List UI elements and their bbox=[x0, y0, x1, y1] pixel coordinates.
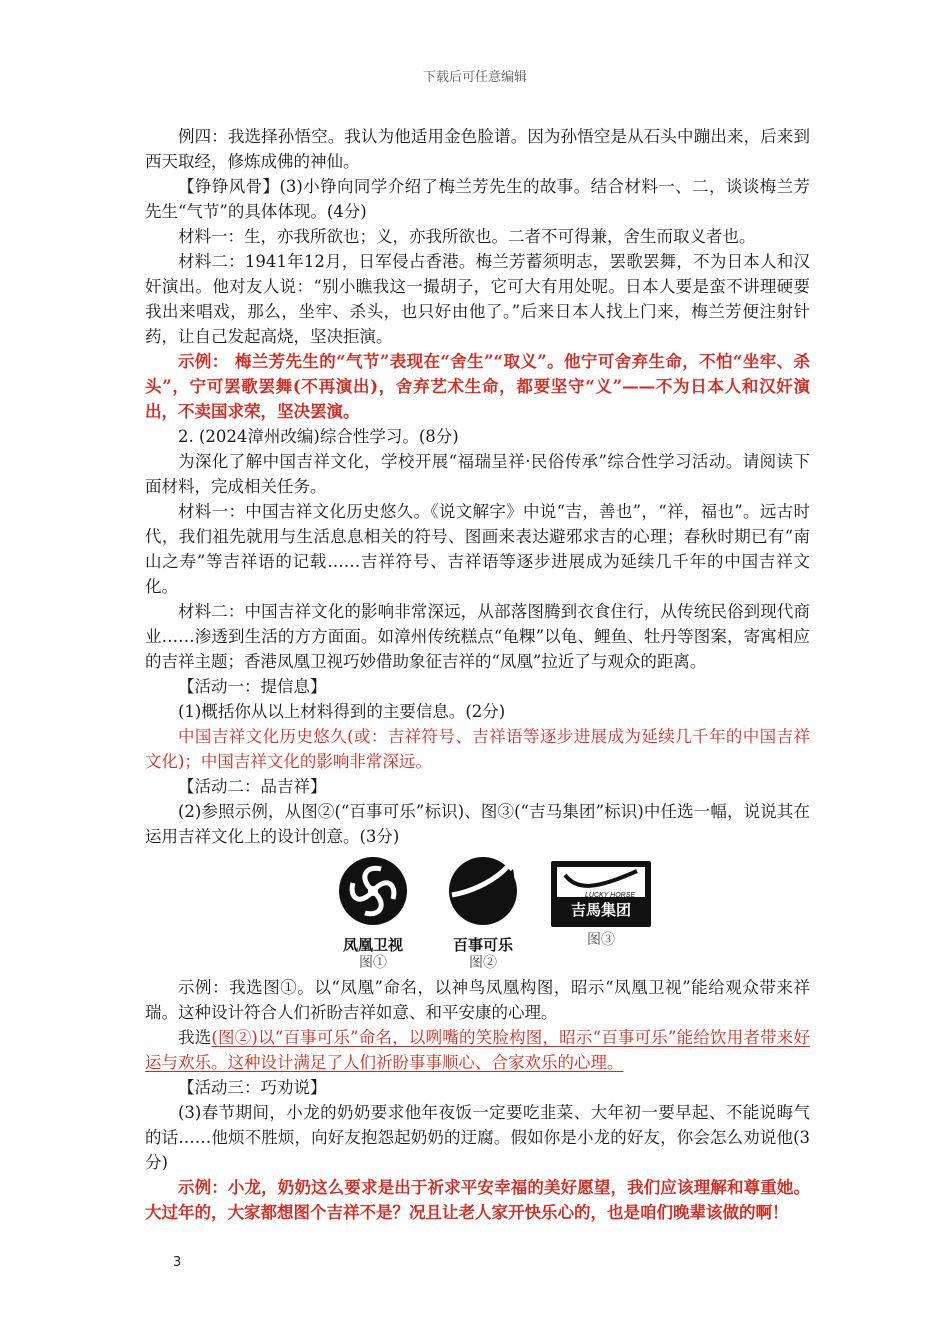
answer-text: 中国吉祥文化历史悠久(或：吉祥符号、吉祥语等逐步进展成为延续几千年的中国吉祥文化)；中国吉祥文化的影响非常深远。 bbox=[145, 727, 810, 771]
answer-text: 示例：小龙，奶奶这么要求是出于祈求平安幸福的美好愿望，我们应该理解和尊重她。大过年的，大家都想图个吉祥不是？况且让老人家开快乐心的，也是咱们晚辈该做的啊！ bbox=[145, 1178, 810, 1222]
paragraph: 材料二：1941年12月，日军侵占香港。梅兰芳蓄须明志，罢歌罢舞，不为日本人和汉奸演出。他对友人说：“别小瞧我这一撮胡子，它可大有用处呢。日本人要是蛮不讲理硬要我出来唱戏，那么，坐牢、杀头，也只好由他了。”后来日本人找上门来，梅兰芳便注射针药，让自己发起高烧，坚决拒演。 bbox=[145, 252, 810, 346]
logo-figure-2 bbox=[441, 855, 525, 972]
activity-heading: 【活动一：提信息】 bbox=[178, 677, 327, 696]
question-text: (2)参照示例，从图②(“百事可乐”标识)、图③(“吉马集团”标识)中任选一幅，说说其在运用吉祥文化上的设计创意。(3分) bbox=[145, 802, 810, 846]
answer-text: 示例： 梅兰芳先生的“气节”表现在“舍生”“取义”。他宁可舍弃生命，不怕“坐牢、杀头”，宁可罢歌罢舞(不再演出)，舍弃艺术生命，都要坚守“义”——不为日本人和汉奸演出，不卖国求荣，坚决罢演。 bbox=[145, 352, 810, 421]
logo-inner-text: LUCKY HORSE bbox=[585, 892, 636, 899]
answer-paragraph bbox=[145, 1025, 810, 1075]
logo-figure-3 bbox=[549, 855, 653, 949]
logo-figures bbox=[145, 853, 810, 973]
lucky-horse-logo-icon bbox=[551, 861, 651, 927]
pepsi-logo-icon bbox=[445, 855, 521, 927]
question-text: (3)春节期间，小龙的奶奶要求他年夜饭一定要吃韭菜、大年初一要早起、不能说晦气的话……他烦不胜烦，向好友抱怨起奶奶的迂腐。假如你是小龙的好友，你会怎么劝说他(3分) bbox=[145, 1103, 810, 1172]
paragraph: 材料二：中国吉祥文化的影响非常深远，从部落图腾到衣食住行，从传统民俗到现代商业……渗透到生活的方方面面。如漳州传统糕点“龟粿”以龟、鲤鱼、牡丹等图案，寄寓相应的吉祥主题；香港凤凰卫视巧妙借助象征吉祥的“凤凰”拉近了与观众的距离。 bbox=[145, 602, 810, 671]
question-heading: 2. (2024漳州改编)综合性学习。(8分) bbox=[178, 427, 459, 446]
page-header: 下载后可任意编辑 bbox=[422, 70, 527, 85]
activity-heading: 【活动二：品吉祥】 bbox=[178, 777, 327, 796]
figure-caption: 图① bbox=[359, 955, 387, 971]
page-number: 3 bbox=[173, 1255, 182, 1270]
answer-text: (图②)以“百事可乐”命名，以咧嘴的笑脸构图，昭示“百事可乐”能给饮用者带来好运与欢乐。这种设计满足了人们祈盼事事顺心、合家欢乐的心理。 bbox=[145, 1028, 811, 1072]
activity-heading: 【活动三：巧劝说】 bbox=[178, 1078, 327, 1097]
logo-name: 凤凰卫视 bbox=[342, 936, 403, 954]
answer-prefix: 我选 bbox=[178, 1028, 212, 1047]
paragraph: 材料一：生，亦我所欲也；义，亦我所欲也。二者不可得兼，舍生而取义者也。 bbox=[178, 227, 756, 246]
figure-caption: 图③ bbox=[587, 932, 615, 948]
paragraph: 材料一：中国吉祥文化历史悠久。《说文解字》中说“吉，善也”，“祥，福也”。远古时代，我们祖先就用与生活息息相关的符号、图画来表达避邪求吉的心理；春秋时期已有“南山之寿”等吉祥语的记载……吉祥符号、吉祥语等逐步进展成为延续几千年的中国吉祥文化。 bbox=[145, 502, 810, 596]
figure-caption: 图② bbox=[469, 955, 497, 971]
logo-name: 吉馬集团 bbox=[570, 901, 631, 919]
paragraph: 例四：我选择孙悟空。我认为他适用金色脸谱。因为孙悟空是从石头中蹦出来，后来到西天取经，修炼成佛的神仙。 bbox=[145, 127, 810, 171]
paragraph: 示例：我选图①。以“凤凰”命名，以神鸟凤凰构图，昭示“凤凰卫视”能给观众带来祥瑞。这种设计符合人们祈盼吉祥如意、和平安康的心理。 bbox=[145, 978, 810, 1022]
question-heading: 【铮铮风骨】(3)小铮向同学介绍了梅兰芳先生的故事。结合材料一、二，谈谈梅兰芳先生“气节”的具体体现。(4分) bbox=[145, 177, 810, 221]
document-body bbox=[145, 124, 810, 1225]
phoenix-logo-icon bbox=[335, 855, 411, 927]
question-text: (1)概括你从以上材料得到的主要信息。(2分) bbox=[178, 702, 506, 721]
logo-figure-1 bbox=[331, 855, 415, 972]
logo-name: 百事可乐 bbox=[452, 936, 513, 954]
paragraph: 为深化了解中国吉祥文化，学校开展“福瑞呈祥·民俗传承”综合性学习活动。请阅读下面材料，完成相关任务。 bbox=[145, 452, 810, 496]
